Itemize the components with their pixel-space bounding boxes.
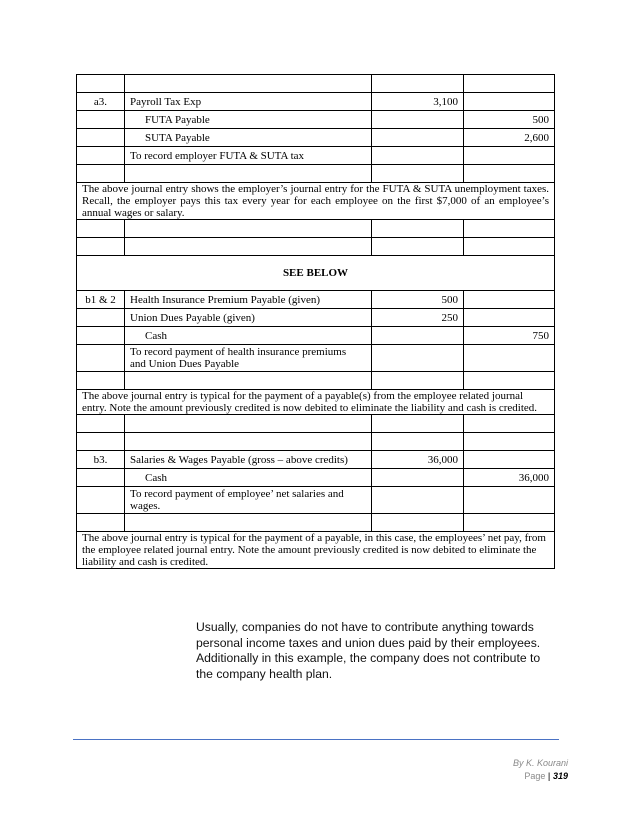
credit-amount (464, 451, 555, 469)
table-row (77, 111, 555, 129)
entry-memo (125, 487, 372, 514)
account-name: Health Insurance Premium Payable (given) (125, 291, 372, 309)
table-row (77, 451, 555, 469)
account-name: Salaries & Wages Payable (gross – above credits) (125, 451, 372, 469)
author-credit: By K. Kourani (512, 758, 568, 768)
table-row (77, 487, 555, 514)
table-row (77, 345, 555, 372)
page-label: Page (524, 771, 546, 781)
table-row (77, 469, 555, 487)
blank-row (77, 433, 555, 451)
table-row (77, 327, 555, 345)
account-name: Union Dues Payable (given) (125, 309, 372, 327)
account-name: Cash (125, 469, 372, 487)
table-row (77, 129, 555, 147)
entry-memo-line: To record payment of employee’ net salaries and (130, 488, 344, 500)
entry-memo: To record employer FUTA & SUTA tax (125, 147, 372, 165)
page-separator: | (547, 771, 551, 781)
credit-amount: 36,000 (464, 469, 555, 487)
footer-rule (73, 739, 559, 740)
see-below-heading: SEE BELOW (77, 256, 555, 291)
table-row (77, 309, 555, 327)
account-name: Cash (125, 327, 372, 345)
debit-amount (372, 327, 464, 345)
blank-row (77, 514, 555, 532)
blank-row (77, 75, 555, 93)
entry-explanation: The above journal entry is typical for the payment of a payable(s) from the employee related journal entry. Note the amount previously credited is now debited to eliminate the liability and cash is credited. (77, 390, 555, 415)
debit-amount: 250 (372, 309, 464, 327)
debit-amount: 3,100 (372, 93, 464, 111)
table-row (77, 291, 555, 309)
credit-amount (464, 291, 555, 309)
footnote-paragraph: Usually, companies do not have to contribute anything towards personal income taxes and union dues paid by their employees. Additionally in this example, the company does not contribute to the company health plan. (196, 620, 541, 681)
entry-ref: b1 & 2 (77, 291, 125, 309)
page-number: 319 (552, 771, 568, 781)
credit-amount: 750 (464, 327, 555, 345)
explanation-row (77, 532, 555, 569)
blank-row (77, 165, 555, 183)
explanation-row (77, 390, 555, 415)
entry-ref: b3. (77, 451, 125, 469)
entry-memo-line: To record payment of health insurance premiums (130, 346, 347, 358)
debit-amount (372, 469, 464, 487)
blank-row (77, 220, 555, 238)
blank-row (77, 372, 555, 390)
entry-memo (125, 345, 372, 372)
credit-amount: 500 (464, 111, 555, 129)
entry-ref: a3. (77, 93, 125, 111)
debit-amount (372, 111, 464, 129)
credit-amount (464, 309, 555, 327)
entry-explanation: The above journal entry shows the employer’s journal entry for the FUTA & SUTA unemployment taxes. Recall, the employer pays this tax every year for each employee on the first $7,000 of an employee’s annual wages or salary. (77, 183, 555, 220)
table-row (77, 147, 555, 165)
entry-explanation: The above journal entry is typical for the payment of a payable, in this case, the employees’ net pay, from the employee related journal entry. Note the amount previously credited is now debited to eliminate the liability and cash is credited. (77, 532, 555, 569)
blank-row (77, 415, 555, 433)
explanation-row (77, 183, 555, 220)
account-name: FUTA Payable (125, 111, 372, 129)
credit-amount (464, 93, 555, 111)
account-name: SUTA Payable (125, 129, 372, 147)
credit-amount: 2,600 (464, 129, 555, 147)
debit-amount (372, 129, 464, 147)
debit-amount: 36,000 (372, 451, 464, 469)
entry-memo-line: wages. (130, 500, 161, 512)
table-row (77, 93, 555, 111)
account-name: Payroll Tax Exp (125, 93, 372, 111)
page-number-block (524, 771, 568, 781)
section-heading-row (77, 256, 555, 291)
blank-row (77, 238, 555, 256)
debit-amount: 500 (372, 291, 464, 309)
entry-memo-line: and Union Dues Payable (130, 358, 240, 370)
journal-entries-table (76, 74, 555, 569)
